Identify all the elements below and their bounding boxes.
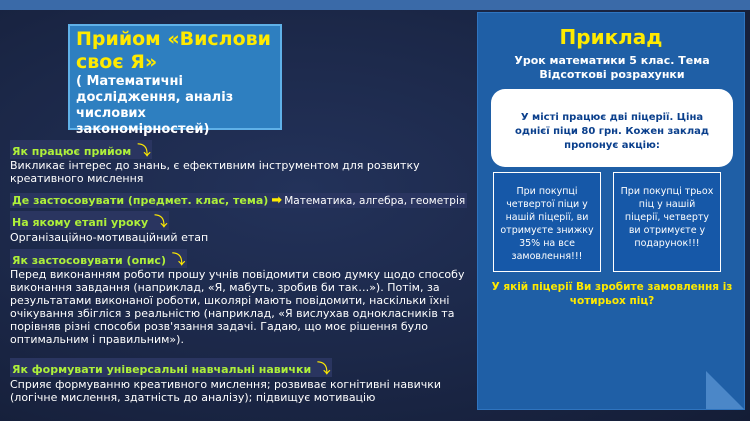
task-question: У якій піцерії Ви зробите замовлення із чотирьох піц? (491, 281, 733, 307)
example-subtitle: Урок математики 5 клас. Тема Відсоткові розрахунки (514, 54, 710, 81)
example-title: Приклад (559, 25, 663, 49)
curved-arrow-icon: ⤵ (154, 215, 168, 230)
curved-arrow-icon: ⤵ (171, 253, 185, 268)
skills-label-text: Як формувати універсальні навчальні навички (12, 363, 312, 376)
stage-text: Організаційно-мотиваційний етап (10, 231, 209, 244)
apply-label (10, 249, 187, 268)
curved-arrow-icon: ⤵ (317, 362, 331, 377)
title-box (68, 24, 282, 137)
offer-card-second: При покупці трьох піц у нашій піцерії, четверту ви отримуєте у подарунок!!! (613, 172, 721, 272)
page-curl-decoration (706, 371, 744, 409)
stage-label-text: На якому етапі уроку (12, 216, 149, 229)
where-label (10, 193, 467, 208)
how-works-label-text: Як працює прийом (12, 145, 132, 158)
skills-text: Сприяє формуванню креативного мислення; розвиває когнітивні навички (логічне мислення, здатність до аналізу); підвищує мотивацію (10, 378, 442, 404)
apply-label-text: Як застосовувати (опис) (12, 254, 166, 267)
how-works-text: Викликає інтерес до знань, є ефективним інструментом для розвитку креативного мислення (10, 159, 420, 185)
curved-arrow-icon: ⤵ (137, 144, 151, 159)
stage-label (10, 211, 169, 230)
slide-subtitle: ( Математичні дослідження, аналіз числових закономірностей) (76, 74, 234, 137)
slide-title: Прийом «Вислови своє Я» (76, 28, 271, 73)
task-info-box: У місті працює дві піцерії. Ціна однієї піци 80 грн. Кожен заклад пропонує акцію: (491, 89, 733, 167)
apply-text: Перед виконанням роботи прошу учнів повідомити свою думку щодо способу виконання завдання (наприклад, «Я, мабуть, зробив би так…»). Потім, за результатами виконаної роботи, школярі мають повідомити, наскільки їхні очікування збігліся з реальністю (наприклад, «Я вислухав однокласників та порівняв різні способи розв'язання задачі. Гадаю, що моє рішення було оптимальним і правильним»). (10, 268, 465, 346)
where-label-text: Де застосовувати (предмет. клас, тема) (12, 194, 269, 207)
skills-label (10, 358, 332, 377)
arrow-right-icon: ➡ (271, 193, 283, 208)
example-panel (477, 12, 745, 410)
top-bar (0, 0, 750, 10)
offer-card-first: При покупці четвертої піци у нашій піцерії, ви отримуєте знижку 35% на все замовлення!!! (493, 172, 601, 272)
where-value: Математика, алгебра, геометрія (284, 195, 466, 207)
how-works-label (10, 140, 152, 159)
